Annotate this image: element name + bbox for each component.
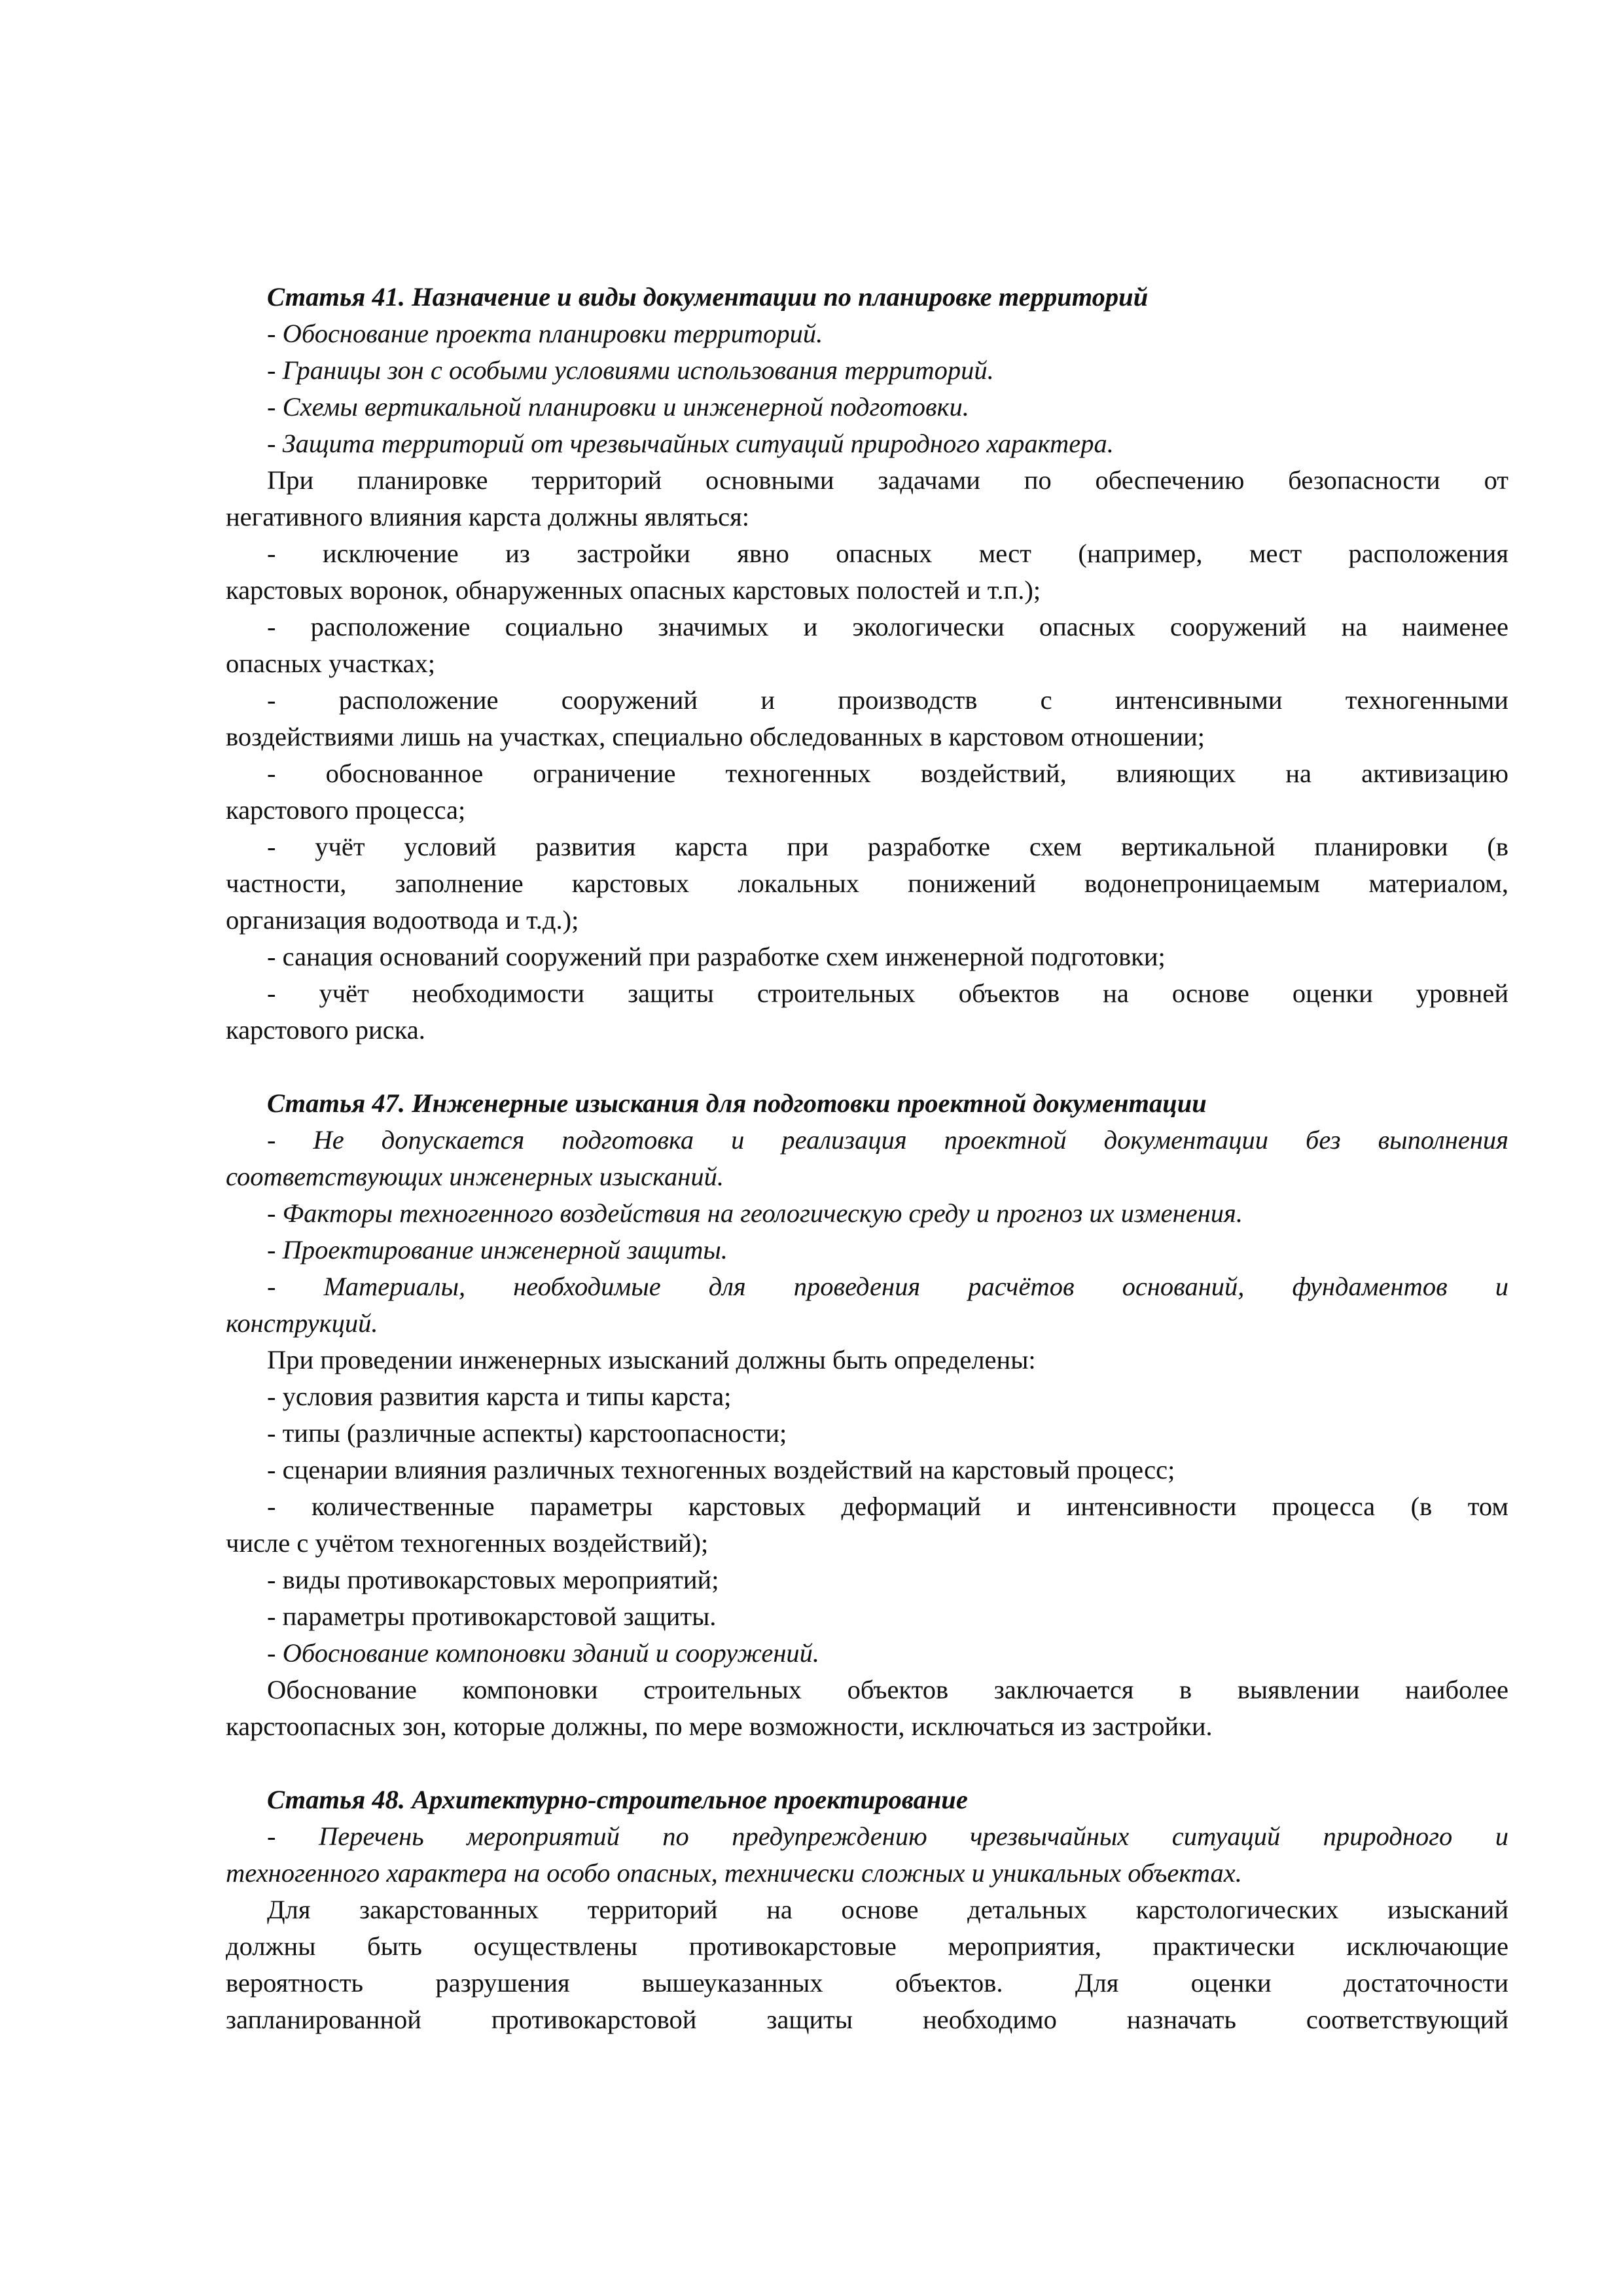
article-47-point-line: - параметры противокарстовой защиты. — [267, 1602, 717, 1631]
article-41-intro-line: При планировке территорий основными задачами по обеспечению безопасности от — [267, 465, 1508, 495]
article-41-item: - Границы зон с особыми условиями использования территорий. — [267, 355, 994, 385]
article-47-heading: Статья 47. Инженерные изыскания для подготовки проектной документации — [267, 1088, 1207, 1118]
article-41-point-line: - расположение социально значимых и экологически опасных сооружений на наименее — [267, 612, 1508, 641]
article-47-conclusion-line: карстоопасных зон, которые должны, по мере возможности, исключаться из застройки. — [226, 1712, 1213, 1741]
article-41-point-line: карстового процесса; — [226, 795, 466, 825]
section-spacer — [226, 1745, 1508, 1782]
article-41-point-line: - исключение из застройки явно опасных мест (например, мест расположения — [267, 539, 1508, 568]
article-48-heading: Статья 48. Архитектурно-строительное проектирование — [267, 1785, 968, 1814]
article-48-paragraph-line: запланированной противокарстовой защиты необходимо назначать соответствующий — [226, 2005, 1508, 2034]
article-48-paragraph-line: вероятность разрушения вышеуказанных объектов. Для оценки достаточности — [226, 1968, 1508, 1998]
article-41-point-line: - санация оснований сооружений при разработке схем инженерной подготовки; — [267, 942, 1166, 971]
article-47-item-line: соответствующих инженерных изысканий. — [226, 1162, 724, 1191]
article-48-paragraph-line: должны быть осуществлены противокарстовые мероприятия, практически исключающие — [226, 1931, 1508, 1961]
article-41-point-line: - учёт необходимости защиты строительных объектов на основе оценки уровней — [267, 978, 1508, 1008]
article-41-heading: Статья 41. Назначение и виды документации по планировке территорий — [267, 282, 1149, 312]
article-47-point-line: числе с учётом техногенных воздействий); — [226, 1528, 709, 1558]
article-47-item-line: конструкций. — [226, 1308, 378, 1338]
article-48-item-line: - Перечень мероприятий по предупреждению чрезвычайных ситуаций природного и — [267, 1821, 1508, 1851]
article-47-item-line: - Материалы, необходимые для проведения расчётов оснований, фундаментов и — [267, 1272, 1508, 1301]
article-47-conclusion-line: Обоснование компоновки строительных объектов заключается в выявлении наиболее — [267, 1675, 1508, 1704]
article-41-point-line: организация водоотвода и т.д.); — [226, 905, 579, 935]
article-47-intro: При проведении инженерных изысканий должны быть определены: — [267, 1345, 1036, 1374]
article-47-point-line: - сценарии влияния различных техногенных воздействий на карстовый процесс; — [267, 1455, 1175, 1484]
article-41-point-line: - учёт условий развития карста при разработке схем вертикальной планировки (в — [267, 832, 1508, 861]
article-48-item-line: техногенного характера на особо опасных, технически сложных и уникальных объектах. — [226, 1858, 1242, 1888]
article-41-point-line: карстовых воронок, обнаруженных опасных карстовых полостей и т.п.); — [226, 575, 1041, 605]
article-41-point-line: опасных участках; — [226, 649, 435, 678]
article-47-point-line: - типы (различные аспекты) карстоопасности; — [267, 1418, 787, 1448]
article-41-item: - Схемы вертикальной планировки и инженерной подготовки. — [267, 392, 969, 422]
article-41-intro-line: негативного влияния карста должны являться: — [226, 502, 749, 531]
section-spacer — [226, 1049, 1508, 1085]
document-body — [226, 279, 1508, 2038]
article-47-item-line: - Факторы техногенного воздействия на геологическую среду и прогноз их изменения. — [267, 1198, 1243, 1228]
article-41-point-line: карстового риска. — [226, 1015, 425, 1045]
article-41-item: - Защита территорий от чрезвычайных ситуаций природного характера. — [267, 429, 1114, 458]
article-47-item-line: - Проектирование инженерной защиты. — [267, 1235, 728, 1265]
article-47-item-line: - Не допускается подготовка и реализация проектной документации без выполнения — [267, 1125, 1508, 1155]
article-41-point-line: - обоснованное ограничение техногенных воздействий, влияющих на активизацию — [267, 759, 1508, 788]
article-47-point-line: - условия развития карста и типы карста; — [267, 1382, 732, 1411]
article-41-point-line: - расположение сооружений и производств с интенсивными техногенными — [267, 685, 1508, 715]
article-47-italic-item: - Обоснование компоновки зданий и сооружений. — [267, 1638, 820, 1668]
article-48-paragraph-line: Для закарстованных территорий на основе детальных карстологических изысканий — [267, 1895, 1508, 1924]
article-41-point-line: частности, заполнение карстовых локальных понижений водонепроницаемым материалом, — [226, 869, 1508, 898]
article-41-item: - Обоснование проекта планировки территорий. — [267, 319, 823, 348]
article-47-point-line: - количественные параметры карстовых деформаций и интенсивности процесса (в том — [267, 1492, 1508, 1521]
article-41-point-line: воздействиями лишь на участках, специально обследованных в карстовом отношении; — [226, 722, 1205, 751]
article-47-point-line: - виды противокарстовых мероприятий; — [267, 1565, 719, 1594]
